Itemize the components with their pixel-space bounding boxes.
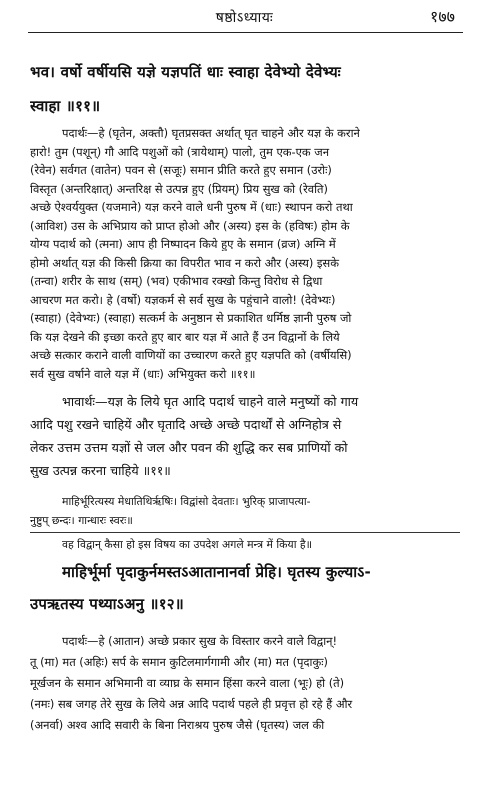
padartha-line: (आविश) उस के अभिप्राय को प्राप्त होओ और (अस्य) इस के (हविषः) होम के bbox=[30, 219, 350, 233]
padartha-line: आचरण मत करो। हे (वर्षो) यज्ञकर्म से सर्व सुख के पहुंचाने वालो! (देवेभ्यः) bbox=[30, 293, 336, 307]
padartha-line: अच्छे सत्कार कराने वाली वाणियों का उच्चारण करते हुए यज्ञपति को (वर्षीयसि) bbox=[30, 348, 352, 362]
mantra-line: भव। वर्षो वर्षीयसि यज्ञे यज्ञपतिं धाः स्वाहा देवेभ्यो देवेभ्यः bbox=[30, 63, 341, 81]
mantra-line: उपऋतस्य पथ्याऽअनु ॥१२॥ bbox=[30, 595, 184, 613]
bhavartha-line: सुख उत्पन्न करना चाहिये ॥११॥ bbox=[30, 463, 171, 478]
chapter-title: षष्ठोऽध्यायः bbox=[215, 10, 274, 26]
page-header bbox=[0, 4, 489, 30]
bhavartha-line: भावार्थः—यज्ञ के लिये घृत आदि पदार्थ चाहने वाले मनुष्यों को गाय bbox=[62, 394, 359, 409]
intro-line: वह विद्वान् कैसा हो इस विषय का उपदेश अगले मन्त्र में किया है॥ bbox=[62, 538, 313, 551]
padartha-line: तू (मा) मत (अहिः) सर्प के समान कुटिलमार्गगामी और (मा) मत (पृदाकुः) bbox=[30, 655, 328, 669]
padartha-line: पदार्थः—हे (आतान) अच्छे प्रकार सुख के विस्तार करने वाले विद्वान्! bbox=[62, 634, 338, 648]
padartha-line: अच्छे ऐश्वर्ययुक्त (यजमाने) यज्ञ करने वाले धनी पुरुष में (धाः) स्थापन करो तथा bbox=[30, 200, 353, 214]
padartha-line: कि यज्ञ देखने की इच्छा करते हुए बार बार यज्ञ में आते हैं उन विद्वानों के लिये bbox=[30, 330, 340, 344]
padartha-line: (तन्वा) शरीर के साथ (सम्) (भव) एकीभाव रक्खो किन्तु विरोध से द्विधा bbox=[30, 274, 323, 288]
padartha-line: सर्व सुख वर्षाने वाले यज्ञ में (धाः) अभियुक्त करो ॥११॥ bbox=[30, 367, 256, 381]
rishi-line: माहिर्भूरित्यस्य मेधातिथिर्ऋषिः। विद्वांसो देवताः। भुरिक् प्राजापत्या- bbox=[62, 495, 311, 508]
section-divider bbox=[30, 532, 460, 533]
padartha-line: हारो! तुम (पशून्) गौ आदि पशुओं को (त्रायेथाम्) पालो, तुम एक-एक जन bbox=[30, 145, 330, 159]
rishi-line: नुष्टुप् छन्दः। गान्धारः स्वरः॥ bbox=[30, 514, 133, 527]
padartha-line: (अनर्वा) अश्व आदि सवारी के बिना निराश्रय पुरुष जैसे (घृतस्य) जल की bbox=[30, 718, 325, 732]
padartha-line: पदार्थः—हे (घृतेन, अक्तौ) घृतप्रसक्त अर्थात् घृत चाहने और यज्ञ के कराने bbox=[62, 126, 360, 140]
padartha-line: होमो अर्थात् यज्ञ की किसी क्रिया का विपरीत भाव न करो और (अस्य) इसके bbox=[30, 256, 339, 270]
padartha-line: मूर्खजन के समान अभिमानी वा व्याघ्र के समान हिंसा करने वाला (भूः) हो (ते) bbox=[30, 676, 345, 690]
mantra-line: माहिर्भूर्मा पृदाकुर्नमस्तऽआतानानर्वा प्रेहि। घृतस्य कुल्याऽ- bbox=[62, 563, 371, 581]
mantra-line: स्वाहा ॥११॥ bbox=[30, 97, 101, 115]
padartha-line: (स्वाहा) (देवेभ्यः) (स्वाहा) सत्कर्म के अनुष्ठान से प्रकाशित धर्मिष्ठ ज्ञानी पुरुष जो bbox=[30, 311, 352, 325]
bhavartha-line: आदि पशु रखने चाहियें और घृतादि अच्छे अच्छे पदार्थों से अग्निहोत्र से bbox=[30, 417, 342, 432]
page-number: १७७ bbox=[430, 7, 455, 26]
header-rule bbox=[28, 32, 463, 33]
padartha-line: (रेवेन) सर्वगत (वातेन) पवन से (सजूः) समान प्रीति करते हुए समान (उरोः) bbox=[30, 163, 332, 177]
bhavartha-line: लेकर उत्तम उत्तम यज्ञों से जल और पवन की शुद्धि कर सब प्राणियों को bbox=[30, 440, 348, 455]
padartha-line: योग्य पदार्थ को (त्मना) आप ही निष्पादन किये हुए के समान (व्रज) अग्नि में bbox=[30, 237, 336, 251]
padartha-line: (नमः) सब जगह तेरे सुख के लिये अन्न आदि पदार्थ पहले ही प्रवृत्त हो रहे हैं और bbox=[30, 697, 353, 711]
padartha-line: विस्तृत (अन्तरिक्षात्) अन्तरिक्ष से उत्पन्न हुए (प्रियम्) प्रिय सुख को (रेवति) bbox=[30, 182, 328, 196]
